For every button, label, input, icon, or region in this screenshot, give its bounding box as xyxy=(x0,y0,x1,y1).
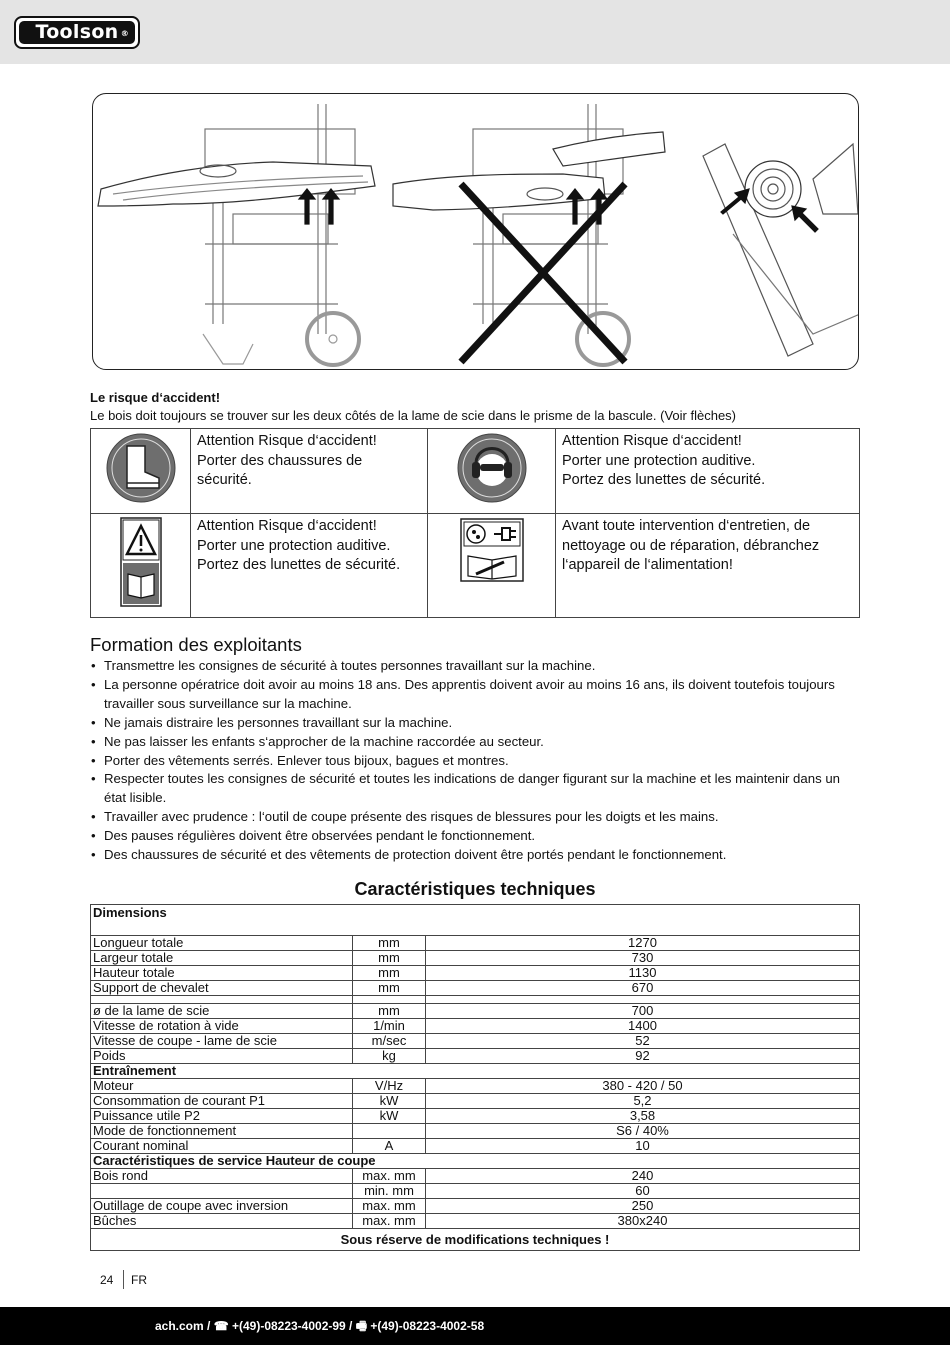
spec-label: Mode de fonctionnement xyxy=(91,1124,353,1139)
spec-unit: mm xyxy=(353,966,426,981)
spec-unit: kW xyxy=(353,1109,426,1124)
spec-label: Moteur xyxy=(91,1079,353,1094)
spec-label: Puissance utile P2 xyxy=(91,1109,353,1124)
logo-registered-mark: ® xyxy=(120,29,129,38)
spec-value: 730 xyxy=(426,951,860,966)
spec-value: 3,58 xyxy=(426,1109,860,1124)
warning-line: sécurité. xyxy=(197,472,252,488)
log-saw-illustration xyxy=(92,93,859,370)
list-item: • Des chaussures de sécurité et des vêtements de protection doivent être portés pendant le fonctionnement. xyxy=(90,846,865,865)
unplug-maintenance-icon xyxy=(428,514,556,618)
dimensions-header: Dimensions xyxy=(91,905,860,936)
warning-manual-icon xyxy=(91,514,191,618)
spec-value: 670 xyxy=(426,981,860,996)
spec-unit xyxy=(353,1124,426,1139)
spec-value: 380x240 xyxy=(426,1214,860,1229)
table-row xyxy=(91,1199,860,1214)
spec-value: 5,2 xyxy=(426,1094,860,1109)
table-row xyxy=(91,1169,860,1184)
spec-value: 240 xyxy=(426,1169,860,1184)
spec-value: 1130 xyxy=(426,966,860,981)
spec-value: 92 xyxy=(426,1049,860,1064)
spec-label: Longueur totale xyxy=(91,936,353,951)
risk-text: Le bois doit toujours se trouver sur les deux côtés de la lame de scie dans le prisme de la bascule. (Voir flèches) xyxy=(90,408,737,423)
spec-unit: A xyxy=(353,1139,426,1154)
table-row xyxy=(91,1094,860,1109)
table-row xyxy=(91,1214,860,1229)
spec-value: 250 xyxy=(426,1199,860,1214)
spec-label: Largeur totale xyxy=(91,951,353,966)
spec-value: 1400 xyxy=(426,1019,860,1034)
table-row xyxy=(91,1034,860,1049)
footer-contact: ach.com / ☎ +(49)-08223-4002-99 / 🖷 +(49)-08223-4002-58 xyxy=(155,1319,485,1333)
warning-title-1: Attention Risque d‘accident! xyxy=(197,433,377,449)
table-row xyxy=(91,1109,860,1124)
log-saw-positioning-illustration xyxy=(93,94,859,370)
spec-unit: mm xyxy=(353,936,426,951)
spec-label: Vitesse de coupe - lame de scie xyxy=(91,1034,353,1049)
spec-unit: max. mm xyxy=(353,1214,426,1229)
spec-unit: V/Hz xyxy=(353,1079,426,1094)
spec-unit: kg xyxy=(353,1049,426,1064)
safety-boots-icon xyxy=(91,429,191,514)
specs-note: Sous réserve de modifications techniques ! xyxy=(91,1229,860,1251)
list-item: • Des pauses régulières doivent être observées pendant le fonctionnement. xyxy=(90,827,865,846)
training-title: Formation des exploitants xyxy=(90,634,302,655)
spec-value: 380 - 420 / 50 xyxy=(426,1079,860,1094)
spec-unit: kW xyxy=(353,1094,426,1109)
risk-title: Le risque d‘accident! xyxy=(90,390,221,405)
spec-unit: max. mm xyxy=(353,1199,426,1214)
spec-value: 60 xyxy=(426,1184,860,1199)
spec-unit: m/sec xyxy=(353,1034,426,1049)
spec-label: Vitesse de rotation à vide xyxy=(91,1019,353,1034)
spec-label: ø de la lame de scie xyxy=(91,1004,353,1019)
list-item: • Ne pas laisser les enfants s‘approcher de la machine raccordée au secteur. xyxy=(90,733,865,752)
spec-value: 52 xyxy=(426,1034,860,1049)
table-row xyxy=(91,936,860,951)
list-item: • Respecter toutes les consignes de sécurité et toutes les indications de danger figurant sur la machine et les maintenir dans un état lisible. xyxy=(90,770,865,808)
table-row xyxy=(91,1184,860,1199)
table-row xyxy=(91,1049,860,1064)
spec-label xyxy=(91,1184,353,1199)
spec-unit: min. mm xyxy=(353,1184,426,1199)
spec-label: Outillage de coupe avec inversion xyxy=(91,1199,353,1214)
warning-title-2: Attention Risque d‘accident! xyxy=(562,433,742,449)
spec-value: 1270 xyxy=(426,936,860,951)
warning-line: Portez des lunettes de sécurité. xyxy=(197,557,401,573)
training-list xyxy=(90,657,865,865)
specs-table xyxy=(90,904,860,1251)
toolson-logo xyxy=(14,16,140,49)
spec-label: Support de chevalet xyxy=(91,981,353,996)
table-row xyxy=(91,1139,860,1154)
footer-bar xyxy=(0,1307,950,1345)
list-item: • Porter des vêtements serrés. Enlever tous bijoux, bagues et montres. xyxy=(90,752,865,771)
warning-line: Porter une protection auditive. xyxy=(562,452,756,469)
warning-line: Porter une protection auditive. xyxy=(197,537,391,554)
table-row xyxy=(91,1154,860,1169)
table-row xyxy=(91,1124,860,1139)
spec-value: 700 xyxy=(426,1004,860,1019)
warning-line: nettoyage ou de réparation, débranchez xyxy=(562,537,820,554)
table-row xyxy=(91,951,860,966)
warning-table xyxy=(90,428,860,618)
table-row xyxy=(91,1004,860,1019)
table-row xyxy=(91,1064,860,1079)
warning-text-4 xyxy=(556,514,860,618)
spec-label: Bûches xyxy=(91,1214,353,1229)
list-item: • La personne opératrice doit avoir au moins 18 ans. Des apprentis doivent avoir au moins 16 ans, ils doivent toutefois toujours travailler sous surveillance sur la machine. xyxy=(90,676,865,714)
warning-line: Portez des lunettes de sécurité. xyxy=(562,472,766,488)
service-header: Caractéristiques de service Hauteur de coupe xyxy=(91,1154,860,1169)
page-language: FR xyxy=(131,1273,147,1287)
list-item: • Travailler avec prudence : l‘outil de coupe présente des risques de blessures pour les doigts et les mains. xyxy=(90,808,865,827)
spec-label: Poids xyxy=(91,1049,353,1064)
spec-label: Hauteur totale xyxy=(91,966,353,981)
table-row xyxy=(91,966,860,981)
spec-unit: mm xyxy=(353,981,426,996)
warning-text-2 xyxy=(556,429,860,514)
table-row xyxy=(91,905,860,936)
list-item: • Ne jamais distraire les personnes travaillant sur la machine. xyxy=(90,714,865,733)
header-band xyxy=(0,0,950,64)
table-row xyxy=(91,981,860,996)
warning-line: l‘appareil de l‘alimentation! xyxy=(562,557,733,573)
warning-text-3 xyxy=(191,514,428,618)
page-number: 24 xyxy=(100,1273,114,1287)
page-divider xyxy=(123,1270,124,1289)
spec-label: Courant nominal xyxy=(91,1139,353,1154)
drive-header: Entraînement xyxy=(91,1064,860,1079)
table-row xyxy=(91,1079,860,1094)
warning-line: Avant toute intervention d‘entretien, de xyxy=(562,518,811,534)
specs-title: Caractéristiques techniques xyxy=(354,879,596,899)
warning-line: Porter des chaussures de xyxy=(197,452,363,469)
spec-unit: mm xyxy=(353,951,426,966)
warning-text-1 xyxy=(191,429,428,514)
spec-unit: 1/min xyxy=(353,1019,426,1034)
spec-label: Bois rond xyxy=(91,1169,353,1184)
logo-text: Toolson xyxy=(35,21,119,43)
spec-unit: max. mm xyxy=(353,1169,426,1184)
list-item: • Transmettre les consignes de sécurité à toutes personnes travaillant sur la machine. xyxy=(90,657,865,676)
table-row xyxy=(91,1019,860,1034)
table-row xyxy=(91,1229,860,1251)
spec-label: Consommation de courant P1 xyxy=(91,1094,353,1109)
spec-value: S6 / 40% xyxy=(426,1124,860,1139)
warning-title-3: Attention Risque d‘accident! xyxy=(197,518,377,534)
ear-eye-protection-icon xyxy=(428,429,556,514)
spec-unit: mm xyxy=(353,1004,426,1019)
spec-value: 10 xyxy=(426,1139,860,1154)
